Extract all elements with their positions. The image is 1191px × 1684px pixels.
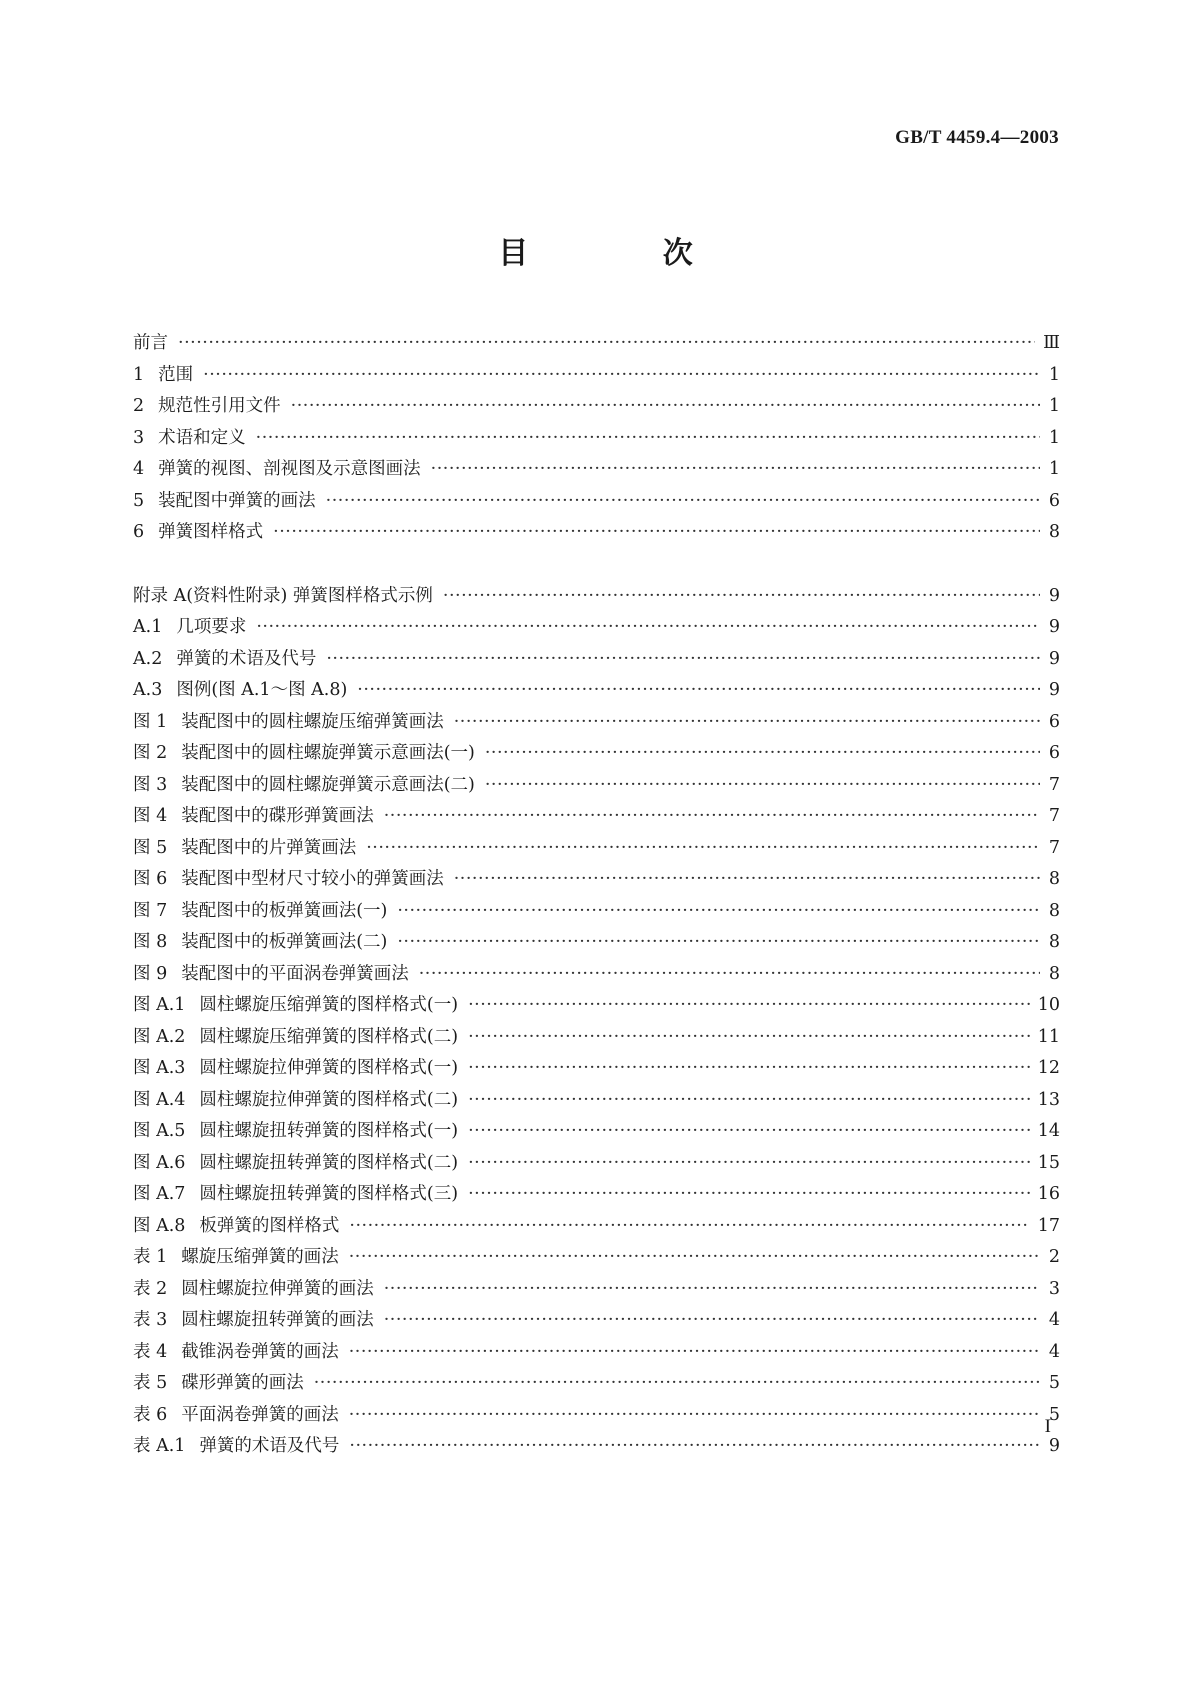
toc-entry-page: 8	[1048, 963, 1060, 984]
toc-dot-leader	[326, 644, 1040, 676]
toc-dot-leader	[349, 1400, 1040, 1432]
toc-entry-page: 8	[1048, 900, 1060, 921]
toc-dot-leader	[468, 1116, 1030, 1148]
toc-entry[interactable]	[133, 1368, 1060, 1400]
toc-entry[interactable]	[133, 1274, 1060, 1306]
toc-entry-number: 图 A.4	[133, 1089, 186, 1110]
toc-entry-page: 5	[1048, 1373, 1060, 1393]
toc-entry[interactable]	[133, 833, 1060, 865]
toc-entry[interactable]	[133, 1305, 1060, 1337]
toc-title: 目 次	[498, 236, 755, 271]
toc-entry[interactable]	[133, 927, 1060, 959]
toc-entry[interactable]	[133, 1337, 1060, 1369]
toc-entry[interactable]	[133, 770, 1060, 802]
toc-entry[interactable]	[133, 1116, 1060, 1148]
toc-entry-title: 规范性引用文件	[158, 396, 281, 416]
toc-entry[interactable]	[133, 801, 1060, 833]
toc-entry[interactable]	[133, 581, 1060, 613]
toc-entry-number: A.2	[133, 648, 163, 669]
toc-entry-title: 装配图中的板弹簧画法(一)	[181, 900, 388, 921]
toc-entry[interactable]	[133, 1085, 1060, 1117]
toc-entry-title: 碟形弹簧的画法	[181, 1373, 304, 1393]
toc-entry[interactable]	[133, 864, 1060, 896]
toc-entry[interactable]	[133, 707, 1060, 739]
toc-entry-page: 6	[1048, 490, 1060, 511]
toc-entry-title: 装配图中的碟形弹簧画法	[181, 806, 374, 826]
toc-dot-leader	[178, 328, 1035, 360]
toc-entry-page: 1	[1048, 396, 1060, 416]
toc-entry-page: 9	[1048, 648, 1060, 669]
toc-dot-leader	[485, 738, 1040, 770]
toc-entry-title: 圆柱螺旋扭转弹簧的画法	[181, 1310, 374, 1330]
toc-entry-page: Ⅲ	[1043, 333, 1060, 353]
standard-code: GB/T 4459.4—2003	[895, 127, 1059, 148]
toc-dot-leader	[468, 1179, 1030, 1211]
toc-dot-leader	[454, 707, 1040, 739]
toc-dot-leader	[256, 612, 1040, 644]
toc-entry-page: 1	[1048, 459, 1060, 479]
toc-dot-leader	[349, 1337, 1040, 1369]
toc-dot-leader	[357, 675, 1040, 707]
toc-dot-leader	[349, 1211, 1029, 1243]
toc-entry[interactable]	[133, 391, 1060, 423]
toc-dot-leader	[468, 1085, 1030, 1117]
toc-entry-title: 弹簧的术语及代号	[176, 648, 317, 669]
toc-entry-page: 4	[1048, 1310, 1060, 1330]
toc-entry-page: 1	[1048, 427, 1060, 448]
toc-entry-number: 图 4	[133, 806, 168, 826]
toc-entry-number: 6	[133, 522, 145, 542]
toc-entry-page: 14	[1037, 1121, 1060, 1141]
toc-entry-page: 9	[1048, 680, 1060, 700]
toc-entry-number: 图 2	[133, 743, 168, 763]
toc-entry[interactable]	[133, 1179, 1060, 1211]
toc-entry[interactable]	[133, 1242, 1060, 1274]
toc-entry[interactable]	[133, 423, 1060, 455]
toc-entry-title: 弹簧图样格式	[158, 522, 264, 542]
toc-dot-leader	[468, 1148, 1030, 1180]
toc-entry-title: 装配图中型材尺寸较小的弹簧画法	[181, 869, 444, 889]
toc-dot-leader	[326, 486, 1040, 518]
toc-entry-title: 装配图中的片弹簧画法	[181, 837, 357, 858]
toc-entry-title: 装配图中的圆柱螺旋压缩弹簧画法	[181, 711, 444, 732]
toc-entry-page: 4	[1048, 1341, 1060, 1362]
toc-dot-leader	[397, 896, 1040, 928]
toc-entry-title: 圆柱螺旋拉伸弹簧的图样格式(一)	[199, 1058, 459, 1078]
toc-entry-title: 装配图中弹簧的画法	[158, 490, 316, 511]
toc-entry-title: 几项要求	[176, 617, 247, 637]
toc-dot-leader	[349, 1242, 1040, 1274]
toc-entry-number: 表 6	[133, 1404, 168, 1425]
toc-entry-number: 图 A.2	[133, 1026, 186, 1047]
toc-entry-page: 10	[1037, 995, 1060, 1015]
toc-entry-page: 2	[1048, 1247, 1060, 1267]
toc-dot-leader	[273, 517, 1040, 549]
toc-entry-title: 前言	[133, 333, 168, 353]
toc-entry-title: 弹簧的术语及代号	[199, 1436, 340, 1456]
toc-entry[interactable]	[133, 959, 1060, 991]
toc-entry-title: 板弹簧的图样格式	[199, 1215, 340, 1236]
toc-entry[interactable]	[133, 486, 1060, 518]
toc-entry-page: 11	[1037, 1026, 1060, 1047]
toc-entry-page: 9	[1048, 1436, 1060, 1456]
toc-entry-page: 7	[1048, 837, 1060, 858]
toc-entry[interactable]	[133, 1400, 1060, 1432]
toc-dot-leader	[431, 454, 1040, 486]
toc-entry[interactable]	[133, 738, 1060, 770]
toc-entry-number: 表 1	[133, 1247, 168, 1267]
toc-entry-page: 3	[1048, 1278, 1060, 1299]
toc-dot-leader	[291, 391, 1040, 423]
toc-entry-page: 7	[1048, 806, 1060, 826]
toc-entry-number: 图 A.1	[133, 995, 186, 1015]
table-of-contents	[133, 328, 1060, 1463]
toc-dot-leader	[443, 581, 1040, 613]
toc-entry-title: 截锥涡卷弹簧的画法	[181, 1341, 339, 1362]
toc-entry-page: 7	[1048, 774, 1060, 795]
toc-entry-title: 圆柱螺旋拉伸弹簧的图样格式(二)	[199, 1089, 459, 1110]
toc-entry-page: 1	[1048, 364, 1060, 385]
toc-entry-title: 圆柱螺旋扭转弹簧的图样格式(二)	[199, 1152, 459, 1173]
toc-entry-title: 装配图中的圆柱螺旋弹簧示意画法(一)	[181, 743, 475, 763]
toc-entry-number: 图 7	[133, 900, 168, 921]
toc-entry-page: 12	[1037, 1058, 1060, 1078]
toc-dot-leader	[256, 423, 1040, 455]
toc-entry-title: 装配图中的平面涡卷弹簧画法	[181, 963, 409, 984]
toc-entry-number: 图 A.8	[133, 1215, 186, 1236]
toc-entry-page: 8	[1048, 932, 1060, 952]
toc-entry[interactable]	[133, 1148, 1060, 1180]
toc-entry-page: 17	[1037, 1215, 1060, 1236]
toc-dot-leader	[384, 1274, 1040, 1306]
toc-entry-title: 平面涡卷弹簧的画法	[181, 1404, 339, 1425]
toc-dot-leader	[397, 927, 1040, 959]
toc-entry-page: 8	[1048, 522, 1060, 542]
toc-entry-number: 图 A.7	[133, 1184, 186, 1204]
toc-entry[interactable]	[133, 990, 1060, 1022]
toc-entry-title: 圆柱螺旋压缩弹簧的图样格式(一)	[199, 995, 459, 1015]
toc-dot-leader	[454, 864, 1040, 896]
toc-entry-title: 术语和定义	[158, 427, 246, 448]
toc-entry-number: 图 1	[133, 711, 168, 732]
toc-entry[interactable]	[133, 454, 1060, 486]
toc-entry-number: 图 3	[133, 774, 168, 795]
toc-entry-page: 15	[1037, 1152, 1060, 1173]
toc-entry-number: 2	[133, 396, 145, 416]
toc-entry-page: 5	[1048, 1404, 1060, 1425]
toc-entry[interactable]	[133, 1053, 1060, 1085]
toc-entry-page: 8	[1048, 869, 1060, 889]
toc-entry-number: 图 A.5	[133, 1121, 186, 1141]
toc-entry-page: 6	[1048, 711, 1060, 732]
page-number: I	[1044, 1416, 1051, 1437]
toc-entry-number: 图 9	[133, 963, 168, 984]
toc-dot-leader	[203, 360, 1040, 392]
toc-entry-number: A.1	[133, 617, 163, 637]
toc-entry[interactable]	[133, 328, 1060, 360]
toc-entry-number: 图 A.3	[133, 1058, 186, 1078]
toc-entry-number: 表 3	[133, 1310, 168, 1330]
toc-entry-page: 6	[1048, 743, 1060, 763]
toc-entry-number: 3	[133, 427, 145, 448]
toc-entry[interactable]	[133, 1431, 1060, 1463]
toc-entry-page: 9	[1048, 617, 1060, 637]
toc-entry-title: 附录 A(资料性附录) 弹簧图样格式示例	[133, 585, 433, 606]
toc-entry-number: 1	[133, 364, 145, 385]
toc-entry-title: 圆柱螺旋压缩弹簧的图样格式(二)	[199, 1026, 459, 1047]
toc-entry-number: 表 A.1	[133, 1436, 186, 1456]
toc-dot-leader	[468, 990, 1030, 1022]
toc-dot-leader	[314, 1368, 1040, 1400]
toc-entry-number: 表 4	[133, 1341, 168, 1362]
toc-entry-page: 16	[1037, 1184, 1060, 1204]
toc-entry-title: 圆柱螺旋扭转弹簧的图样格式(一)	[199, 1121, 459, 1141]
toc-dot-leader	[349, 1431, 1040, 1463]
toc-entry[interactable]	[133, 612, 1060, 644]
toc-entry-number: A.3	[133, 680, 163, 700]
toc-entry-title: 圆柱螺旋拉伸弹簧的画法	[181, 1278, 374, 1299]
toc-dot-leader	[419, 959, 1040, 991]
toc-entry-page: 13	[1037, 1089, 1060, 1110]
toc-dot-leader	[384, 801, 1040, 833]
toc-dot-leader	[366, 833, 1040, 865]
toc-entry-number: 4	[133, 459, 145, 479]
toc-entry-title: 装配图中的圆柱螺旋弹簧示意画法(二)	[181, 774, 475, 795]
toc-entry-number: 表 2	[133, 1278, 168, 1299]
toc-entry-number: 图 A.6	[133, 1152, 186, 1173]
toc-entry-page: 9	[1048, 585, 1060, 606]
toc-entry[interactable]	[133, 896, 1060, 928]
toc-entry[interactable]	[133, 675, 1060, 707]
toc-entry-number: 图 8	[133, 932, 168, 952]
toc-entry-number: 表 5	[133, 1373, 168, 1393]
toc-entry[interactable]	[133, 1211, 1060, 1243]
toc-entry-number: 5	[133, 490, 145, 511]
toc-entry[interactable]	[133, 644, 1060, 676]
toc-entry[interactable]	[133, 517, 1060, 549]
toc-dot-leader	[468, 1053, 1030, 1085]
toc-dot-leader	[384, 1305, 1040, 1337]
toc-dot-leader	[468, 1022, 1030, 1054]
toc-entry-title: 范围	[158, 364, 194, 385]
toc-entry[interactable]	[133, 360, 1060, 392]
toc-entry-title: 圆柱螺旋扭转弹簧的图样格式(三)	[199, 1184, 459, 1204]
toc-entry-title: 弹簧的视图、剖视图及示意图画法	[158, 459, 421, 479]
toc-dot-leader	[485, 770, 1040, 802]
toc-entry[interactable]	[133, 1022, 1060, 1054]
toc-entry-title: 螺旋压缩弹簧的画法	[181, 1247, 339, 1267]
toc-entry-number: 图 6	[133, 869, 168, 889]
toc-entry-title: 图例(图 A.1～图 A.8)	[176, 680, 348, 700]
toc-entry-title: 装配图中的板弹簧画法(二)	[181, 932, 388, 952]
toc-entry-number: 图 5	[133, 837, 168, 858]
